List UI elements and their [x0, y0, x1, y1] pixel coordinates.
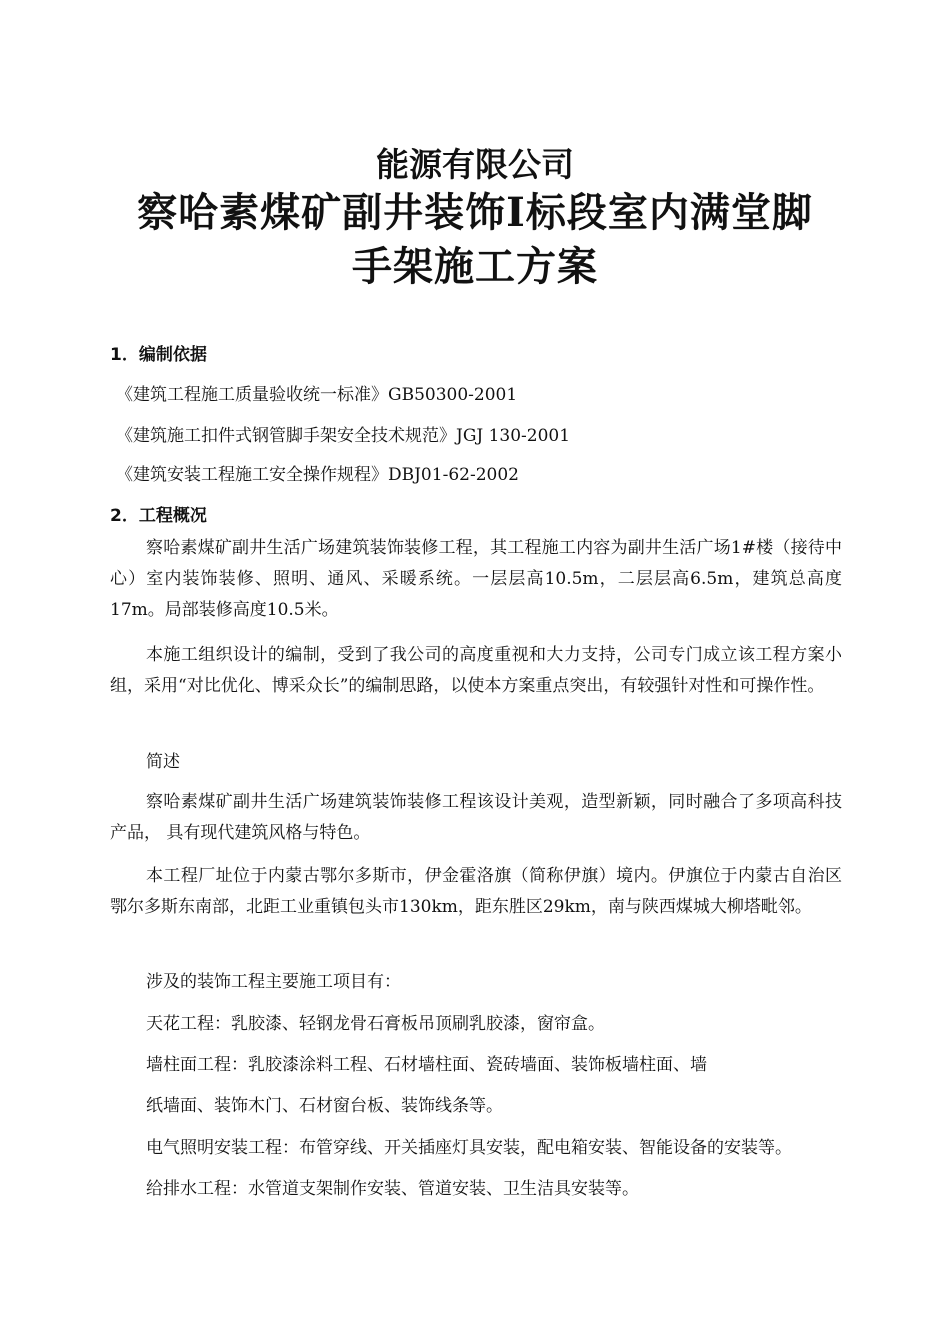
document-title-line-1: 察哈素煤矿副井装饰Ⅰ标段室内满堂脚 [137, 189, 813, 236]
design-paragraph: 本施工组织设计的编制，受到了我公司的高度重视和大力支持，公司专门成立该工程方案小组，采用“对比优化、博采众长”的编制思路，以使本方案重点突出，有较强针对性和可操作性。 [110, 645, 842, 696]
company-name: 能源有限公司 [376, 145, 574, 184]
item-electric: 电气照明安装工程：布管穿线、开关插座灯具安装，配电箱安装、智能设备的安装等。 [146, 1138, 792, 1158]
item-ceiling: 天花工程：乳胶漆、轻钢龙骨石膏板吊顶刷乳胶漆，窗帘盒。 [146, 1014, 605, 1034]
section-1-heading: 1．编制依据 [110, 345, 207, 365]
item-water: 给排水工程：水管道支架制作安装、管道安装、卫生洁具安装等。 [146, 1179, 639, 1199]
item-wall-line-2: 纸墙面、装饰木门、石材窗台板、装饰线条等。 [146, 1096, 503, 1116]
item-wall-line-1: 墙柱面工程：乳胶漆涂料工程、石材墙柱面、瓷砖墙面、装饰板墙柱面、墙 [146, 1055, 707, 1075]
reference-item: 《建筑工程施工质量验收统一标准》GB50300-2001 [116, 385, 518, 405]
document-title-line-2: 手架施工方案 [352, 243, 598, 290]
section-2-heading: 2．工程概况 [110, 506, 207, 526]
reference-item: 《建筑施工扣件式钢管脚手架安全技术规范》JGJ 130-2001 [116, 426, 571, 446]
description-paragraph: 察哈素煤矿副井生活广场建筑装饰装修工程该设计美观，造型新颖，同时融合了多项高科技产品， 具有现代建筑风格与特色。 [110, 792, 842, 843]
brief-heading: 简述 [146, 752, 180, 772]
overview-paragraph: 察哈素煤矿副井生活广场建筑装饰装修工程，其工程施工内容为副井生活广场1#楼（接待中心）室内装饰装修、照明、通风、采暖系统。一层层高10.5m，二层层高6.5m，建筑总高度17m。局部装修高度10.5米。 [110, 538, 842, 620]
reference-item: 《建筑安装工程施工安全操作规程》DBJ01-62-2002 [116, 465, 519, 485]
items-intro: 涉及的装饰工程主要施工项目有： [146, 972, 401, 992]
location-paragraph: 本工程厂址位于内蒙古鄂尔多斯市，伊金霍洛旗（简称伊旗）境内。伊旗位于内蒙古自治区鄂尔多斯东南部，北距工业重镇包头市130km，距东胜区29km，南与陕西煤城大柳塔毗邻。 [110, 866, 842, 917]
